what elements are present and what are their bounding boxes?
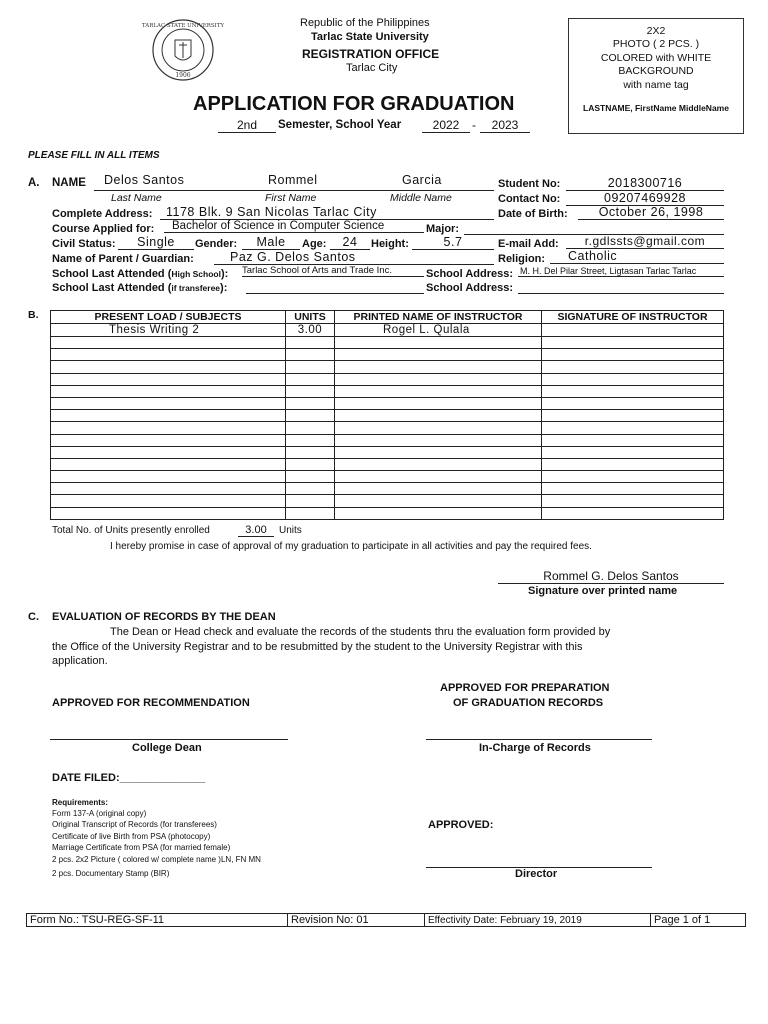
middle-name-value[interactable]: Garcia: [402, 173, 442, 187]
approved-preparation-1: APPROVED FOR PREPARATION: [440, 682, 610, 694]
instructor-cell[interactable]: [335, 349, 542, 361]
year-dash: -: [472, 118, 476, 132]
instructor-cell[interactable]: [335, 373, 542, 385]
table-row: [51, 337, 724, 349]
requirement-item: 2 pcs. 2x2 Picture ( colored w/ complete name )LN, FN MN: [52, 855, 261, 864]
in-charge-label: In-Charge of Records: [479, 742, 591, 754]
signature-cell[interactable]: [542, 458, 724, 470]
signature-cell[interactable]: [542, 361, 724, 373]
college-dean-signature-line[interactable]: [50, 727, 288, 740]
director-label: Director: [515, 868, 558, 880]
instructor-cell[interactable]: [335, 385, 542, 397]
signature-cell[interactable]: [542, 446, 724, 458]
table-row: [51, 446, 724, 458]
school-address-label: School Address:: [426, 268, 513, 280]
height-label: Height:: [371, 238, 409, 250]
instructor-cell[interactable]: [335, 495, 542, 507]
parent-value[interactable]: Paz G. Delos Santos: [214, 250, 494, 265]
section-c-paragraph-3: application.: [52, 655, 108, 667]
hs-label-part: School Last Attended (: [52, 268, 172, 280]
name-underline: [94, 189, 494, 191]
units-cell[interactable]: [286, 434, 335, 446]
photo-name-format: LASTNAME, FirstName MiddleName: [583, 103, 729, 114]
tr-label-part: School Last Attended (: [52, 282, 172, 294]
transferee-address-value[interactable]: [518, 280, 724, 294]
instructor-cell[interactable]: [335, 446, 542, 458]
tr-label-part: ):: [220, 282, 228, 294]
footer-page: Page 1 of 1: [650, 913, 746, 927]
units-cell[interactable]: [286, 422, 335, 434]
parent-label: Name of Parent / Guardian:: [52, 253, 194, 265]
signature-cell[interactable]: [542, 495, 724, 507]
transferee-address-label: School Address:: [426, 282, 513, 294]
subject-cell[interactable]: [51, 410, 286, 422]
subject-cell[interactable]: [51, 385, 286, 397]
units-cell[interactable]: [286, 495, 335, 507]
total-units-label: Total No. of Units presently enrolled: [52, 525, 210, 536]
signature-cell[interactable]: [542, 471, 724, 483]
header-office: REGISTRATION OFFICE: [302, 47, 440, 61]
units-cell[interactable]: [286, 458, 335, 470]
table-row: [51, 349, 724, 361]
contact-label: Contact No:: [498, 193, 561, 205]
units-cell[interactable]: [286, 349, 335, 361]
civil-status-label: Civil Status:: [52, 238, 116, 250]
signature-cell[interactable]: [542, 385, 724, 397]
contact-value[interactable]: 09207469928: [566, 191, 724, 206]
tr-label-part: if transferee: [171, 283, 221, 293]
in-charge-signature-line[interactable]: [426, 727, 652, 740]
subject-cell[interactable]: [51, 495, 286, 507]
approved-preparation-2: OF GRADUATION RECORDS: [453, 697, 604, 709]
table-row: [51, 434, 724, 446]
civil-status-value[interactable]: Single: [118, 235, 194, 250]
instruction: PLEASE FILL IN ALL ITEMS: [28, 150, 160, 161]
middle-name-caption: Middle Name: [390, 192, 452, 204]
gender-label: Gender:: [195, 238, 238, 250]
instructor-cell[interactable]: [335, 361, 542, 373]
subject-cell[interactable]: [51, 397, 286, 409]
instructor-cell[interactable]: [335, 507, 542, 519]
units-cell[interactable]: [286, 471, 335, 483]
college-dean-label: College Dean: [132, 742, 202, 754]
dob-value[interactable]: October 26, 1998: [578, 205, 724, 220]
photo-line: BACKGROUND: [618, 65, 694, 78]
name-label: NAME: [52, 177, 86, 189]
subject-cell[interactable]: [51, 361, 286, 373]
subject-cell[interactable]: [51, 373, 286, 385]
svg-text:1906: 1906: [175, 72, 191, 79]
signature-cell[interactable]: [542, 422, 724, 434]
subject-cell[interactable]: [51, 483, 286, 495]
section-c-paragraph-1: The Dean or Head check and evaluate the records of the students thru the evaluation form provided by: [110, 626, 611, 638]
age-value[interactable]: 24: [330, 235, 370, 250]
dob-label: Date of Birth:: [498, 208, 568, 220]
header-subjects: PRESENT LOAD / SUBJECTS: [51, 311, 286, 324]
table-row: [51, 324, 724, 337]
photo-line: with name tag: [623, 78, 689, 91]
instructor-cell[interactable]: [335, 458, 542, 470]
signature-cell[interactable]: [542, 349, 724, 361]
footer-form-no: Form No.: TSU-REG-SF-11: [26, 913, 288, 927]
gender-value[interactable]: Male: [242, 235, 300, 250]
date-filed[interactable]: DATE FILED:______________: [52, 772, 206, 784]
subject-cell[interactable]: [51, 446, 286, 458]
units-cell[interactable]: [286, 361, 335, 373]
section-a-marker: A.: [28, 177, 40, 189]
transferee-school-label: [52, 282, 227, 294]
svg-text:TARLAC STATE UNIVERSITY: TARLAC STATE UNIVERSITY: [142, 23, 224, 29]
student-no-value[interactable]: 2018300716: [566, 176, 724, 191]
height-value[interactable]: 5.7: [412, 235, 494, 250]
requirement-item: Marriage Certificate from PSA (for married female): [52, 843, 231, 852]
header-republic: Republic of the Philippines: [300, 17, 430, 29]
signature-cell[interactable]: [542, 337, 724, 349]
religion-value[interactable]: Catholic: [550, 249, 724, 264]
table-row: [51, 422, 724, 434]
units-cell[interactable]: [286, 483, 335, 495]
hs-label-part: ):: [220, 268, 229, 280]
footer-effectivity: Effectivity Date: February 19, 2019: [424, 913, 651, 927]
units-cell[interactable]: [286, 507, 335, 519]
year-end[interactable]: 2023: [480, 118, 530, 133]
first-name-value[interactable]: Rommel: [268, 173, 318, 187]
subject-cell[interactable]: [51, 434, 286, 446]
table-row: [51, 385, 724, 397]
hs-school-label: [52, 268, 228, 280]
director-signature-line[interactable]: [426, 855, 652, 868]
subject-cell[interactable]: [51, 458, 286, 470]
age-label: Age:: [302, 238, 327, 250]
instructor-cell[interactable]: [335, 471, 542, 483]
signature-cell[interactable]: [542, 483, 724, 495]
signature-cell[interactable]: [542, 373, 724, 385]
instructor-cell[interactable]: [335, 434, 542, 446]
total-units-value[interactable]: 3.00: [238, 524, 274, 537]
section-b-marker: B.: [28, 309, 39, 321]
semester-label: Semester, School Year: [278, 119, 402, 131]
table-row: [51, 495, 724, 507]
header-units: UNITS: [286, 311, 335, 324]
requirement-item: Form 137-A (original copy): [52, 809, 147, 818]
requirement-item: Certificate of live Birth from PSA (photocopy): [52, 832, 211, 841]
university-seal-logo: [142, 18, 224, 82]
religion-label: Religion:: [498, 253, 546, 265]
header-signature: SIGNATURE OF INSTRUCTOR: [542, 311, 724, 324]
major-value[interactable]: [464, 220, 724, 235]
subject-cell[interactable]: [51, 507, 286, 519]
header-instructor: PRINTED NAME OF INSTRUCTOR: [335, 311, 542, 324]
signer-caption: Signature over printed name: [528, 585, 678, 597]
page-title: APPLICATION FOR GRADUATION: [193, 93, 515, 115]
subject-cell[interactable]: [51, 422, 286, 434]
photo-placeholder-box: [568, 18, 744, 134]
total-units-suffix: Units: [279, 525, 302, 536]
table-row: [51, 507, 724, 519]
email-label: E-mail Add:: [498, 238, 559, 250]
instructor-cell[interactable]: [335, 337, 542, 349]
approved-label: APPROVED:: [428, 819, 494, 831]
requirement-item: Original Transcript of Records (for transferees): [52, 820, 217, 829]
requirements-title: Requirements:: [52, 798, 109, 807]
footer-revision: Revision No: 01: [287, 913, 425, 927]
photo-line: PHOTO ( 2 PCS. ): [612, 38, 700, 51]
units-cell[interactable]: 3.00: [286, 324, 335, 337]
address-value[interactable]: 1178 Blk. 9 San Nicolas Tarlac City: [160, 205, 494, 220]
table-row: [51, 471, 724, 483]
major-label: Major:: [426, 223, 459, 235]
subject-cell[interactable]: [51, 471, 286, 483]
subjects-table: [50, 310, 724, 520]
section-c-marker: C.: [28, 611, 39, 623]
signature-cell[interactable]: [542, 507, 724, 519]
requirement-item: 2 pcs. Documentary Stamp (BIR): [52, 869, 170, 878]
course-value[interactable]: Bachelor of Science in Computer Science: [164, 220, 424, 233]
hs-label-part: High School: [171, 269, 221, 279]
signature-cell[interactable]: [542, 397, 724, 409]
instructor-cell[interactable]: [335, 483, 542, 495]
section-c-paragraph-2: the Office of the University Registrar and to be resubmitted by the student to the University Registrar with this: [52, 641, 583, 653]
course-label: Course Applied for:: [52, 223, 155, 235]
units-cell[interactable]: [286, 410, 335, 422]
last-name-caption: Last Name: [111, 192, 162, 204]
table-row: [51, 458, 724, 470]
photo-line: 2X2: [646, 25, 666, 37]
units-cell[interactable]: [286, 397, 335, 409]
units-cell[interactable]: [286, 385, 335, 397]
subjects-header-row: [51, 311, 724, 324]
instructor-cell[interactable]: [335, 410, 542, 422]
signer-name[interactable]: Rommel G. Delos Santos: [498, 569, 724, 584]
units-cell[interactable]: [286, 337, 335, 349]
address-label: Complete Address:: [52, 208, 153, 220]
table-row: [51, 410, 724, 422]
signature-cell[interactable]: [542, 324, 724, 337]
signature-cell[interactable]: [542, 410, 724, 422]
transferee-school-value[interactable]: [246, 280, 424, 294]
approved-recommendation: APPROVED FOR RECOMMENDATION: [52, 697, 250, 709]
header-university: Tarlac State University: [311, 31, 429, 43]
units-cell[interactable]: [286, 373, 335, 385]
hs-address-value[interactable]: M. H. Del Pilar Street, Ligtasan Tarlac Tarlac: [518, 266, 724, 277]
subject-cell[interactable]: [51, 337, 286, 349]
hs-school-value[interactable]: Tarlac School of Arts and Trade Inc.: [242, 265, 424, 277]
section-c-title: EVALUATION OF RECORDS BY THE DEAN: [52, 611, 276, 623]
signature-cell[interactable]: [542, 434, 724, 446]
table-row: [51, 397, 724, 409]
year-start[interactable]: 2022: [422, 118, 470, 133]
semester-value[interactable]: 2nd: [218, 118, 276, 133]
units-cell[interactable]: [286, 446, 335, 458]
promise-text: I hereby promise in case of approval of my graduation to participate in all activities and pay the required fees.: [110, 541, 592, 552]
header-city: Tarlac City: [346, 62, 398, 74]
last-name-value[interactable]: Delos Santos: [104, 173, 185, 187]
photo-line: COLORED with WHITE: [600, 51, 712, 64]
first-name-caption: First Name: [265, 192, 317, 204]
instructor-cell[interactable]: [335, 422, 542, 434]
instructor-cell[interactable]: Rogel L. Qulala: [335, 324, 542, 337]
table-row: [51, 373, 724, 385]
instructor-cell[interactable]: [335, 397, 542, 409]
email-value[interactable]: r.gdlssts@gmail.com: [566, 234, 724, 249]
table-row: [51, 361, 724, 373]
subject-cell[interactable]: [51, 349, 286, 361]
subject-cell[interactable]: Thesis Writing 2: [51, 324, 286, 337]
table-row: [51, 483, 724, 495]
student-no-label: Student No:: [498, 178, 561, 190]
